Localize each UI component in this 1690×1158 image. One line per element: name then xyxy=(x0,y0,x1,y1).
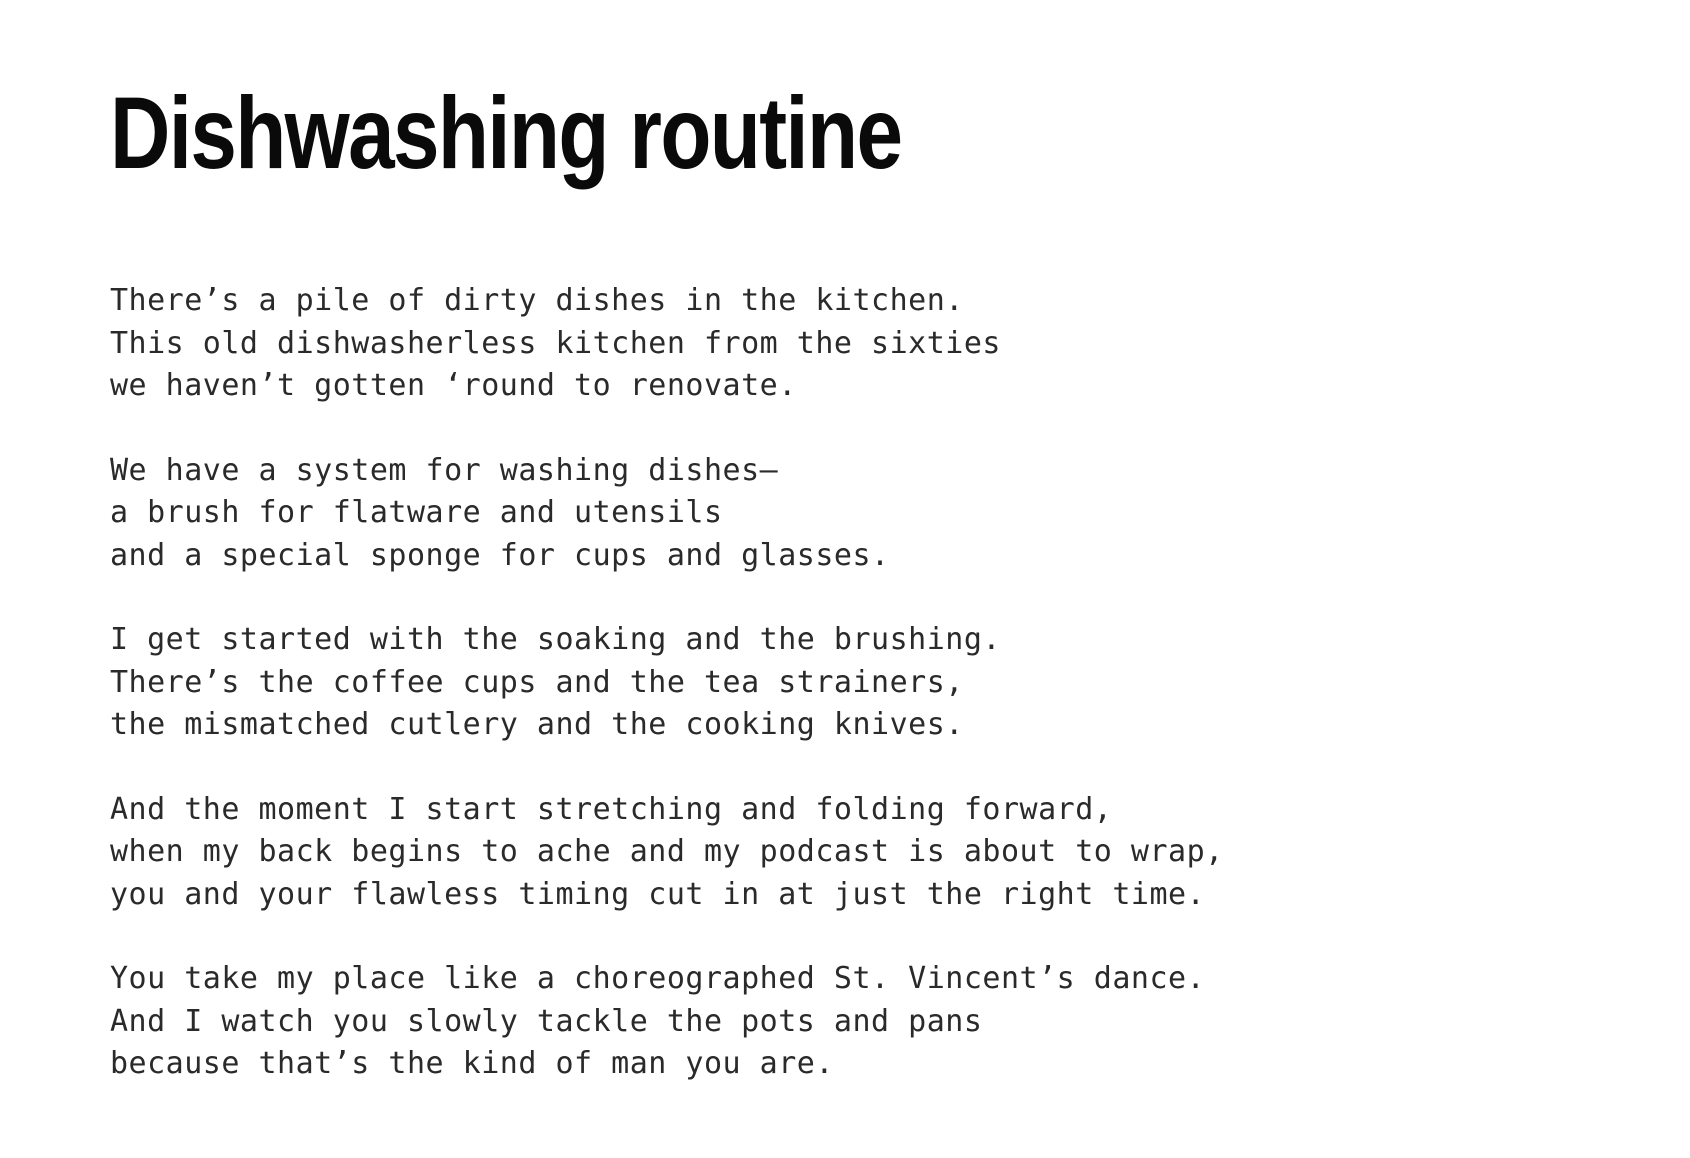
poem-line: You take my place like a choreographed St. Vincent’s dance. xyxy=(110,961,1206,997)
poem-line: and a special sponge for cups and glasses. xyxy=(110,537,890,573)
poem-line: I get started with the soaking and the brushing. xyxy=(110,622,1001,658)
poem-line: you and your flawless timing cut in at just the right time. xyxy=(110,876,1206,912)
poem-line: This old dishwasherless kitchen from the sixties xyxy=(110,325,1001,361)
poem-body xyxy=(110,280,1590,1086)
poem-line: when my back begins to ache and my podcast is about to wrap, xyxy=(110,834,1224,870)
stanza-5 xyxy=(110,958,1590,1086)
poem-line: There’s a pile of dirty dishes in the kitchen. xyxy=(110,283,964,319)
poem-line: There’s the coffee cups and the tea strainers, xyxy=(110,664,964,700)
document-page xyxy=(110,72,1590,1128)
poem-line: the mismatched cutlery and the cooking knives. xyxy=(110,707,964,743)
stanza-3 xyxy=(110,619,1590,747)
stanza-4 xyxy=(110,789,1590,917)
poem-line: because that’s the kind of man you are. xyxy=(110,1046,834,1082)
stanza-2 xyxy=(110,450,1590,578)
poem-line: And I watch you slowly tackle the pots and pans xyxy=(110,1003,983,1039)
poem-line: We have a system for washing dishes— xyxy=(110,452,779,488)
poem-line: a brush for flatware and utensils xyxy=(110,495,723,531)
stanza-1 xyxy=(110,280,1590,408)
poem-line: And the moment I start stretching and folding forward, xyxy=(110,791,1113,827)
poem-line: we haven’t gotten ‘round to renovate. xyxy=(110,368,797,404)
page-title: Dishwashing routine xyxy=(110,76,902,190)
